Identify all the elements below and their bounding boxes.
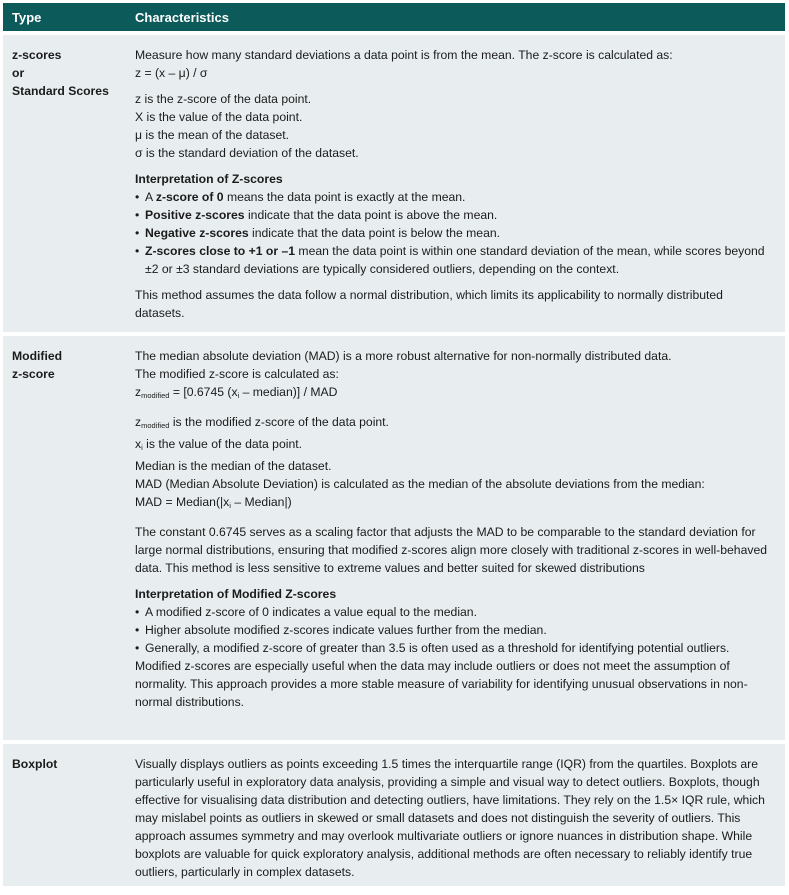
interpretation-list	[135, 603, 775, 657]
definition: $z_{modified}$ is the modified z-score of the data point.	[135, 415, 389, 430]
definition: X is the value of the data point.	[135, 110, 303, 124]
definition: MAD = $Median(|x_i$ – Median|)	[135, 495, 292, 510]
definition: μ is the mean of the dataset.	[135, 128, 290, 142]
table-row-boxplot	[3, 744, 785, 886]
list-item: • Z-scores close to +1 or –1 mean the data point is within one standard deviation of the mean, while scores beyond ±2 or ±3 standard deviations are typically considered outliers, depending on the context.	[135, 242, 775, 278]
table-header	[3, 3, 785, 31]
definition: $x_i$ is the value of the data point.	[135, 437, 302, 452]
boxplot-text: Visually displays outliers as points exceeding 1.5 times the interquartile range (IQR) from the quartiles. Boxplots are particularly useful in exploratory data analysis, providing a simple and visual way to detect outliers. Boxplots, though effective for visualising data distribution and detecting outliers, have limitations. They rely on the 1.5× IQR rule, which may mislabel points as outliers in skewed or small datasets and does not distinguish the severity of outliers. This approach assumes symmetry and may overlook multivariate outliers or ignore nuances in distribution shape. While boxplots are valuable for quick exploratory analysis, additional methods are often necessary to reliably identify true outliers, particularly in complex datasets.	[135, 757, 765, 879]
definition: σ is the standard deviation of the dataset.	[135, 146, 359, 160]
interpretation-title: Interpretation of Z-scores	[135, 172, 283, 186]
type-line: Boxplot	[12, 757, 58, 771]
intro-text: The median absolute deviation (MAD) is a more robust alternative for non-normally distributed data.	[135, 349, 672, 363]
type-line: Standard Scores	[12, 84, 109, 98]
list-item: • A modified z-score of 0 indicates a value equal to the median.	[135, 603, 775, 621]
type-line: Modified	[12, 349, 63, 363]
characteristics-cell	[120, 336, 785, 740]
characteristics-cell	[120, 35, 785, 332]
interpretation-list	[135, 188, 775, 278]
type-cell	[3, 336, 120, 740]
formula: $z_{modified} = [0.6745$ ($x_i$ – median)] / MAD	[135, 385, 338, 400]
note-text: Modified z-scores are especially useful when the data may include outliers or does not meet the assumption of normality. This approach provides a more stable measure of variability for identifying unusual observations in non-normal distributions.	[135, 659, 748, 709]
type-line: z-scores	[12, 48, 62, 62]
definition: Median is the median of the dataset.	[135, 459, 332, 473]
type-line: z-score	[12, 367, 55, 381]
formula: z = (x – μ) / σ	[135, 66, 208, 80]
intro-text: Measure how many standard deviations a data point is from the mean. The z-score is calculated as:	[135, 48, 673, 62]
table-row-z-scores	[3, 35, 785, 332]
type-cell	[3, 744, 120, 886]
header-type: Type	[12, 9, 42, 25]
constant-paragraph: The constant 0.6745 serves as a scaling factor that adjusts the MAD to be comparable to the standard deviation for large normal distributions, ensuring that modified z-scores align more closely with traditional z-scores in well-behaved data. This method is less sensitive to extreme values and better suited for skewed distributions	[135, 525, 768, 575]
characteristics-cell	[120, 744, 785, 886]
intro-text: The modified z-score is calculated as:	[135, 367, 339, 381]
definitions	[135, 90, 775, 162]
type-cell	[3, 35, 120, 332]
note-text: This method assumes the data follow a normal distribution, which limits its applicability to normally distributed datasets.	[135, 288, 723, 320]
list-item: • Positive z-scores indicate that the data point is above the mean.	[135, 206, 775, 224]
table-row-modified-z-score	[3, 336, 785, 740]
list-item: • Negative z-scores indicate that the data point is below the mean.	[135, 224, 775, 242]
definition: z is the z-score of the data point.	[135, 92, 312, 106]
list-item: • Generally, a modified z-score of greater than 3.5 is often used as a threshold for identifying potential outliers.	[135, 639, 775, 657]
list-item: • A z-score of 0 means the data point is exactly at the mean.	[135, 188, 775, 206]
list-item: • Higher absolute modified z-scores indicate values further from the median.	[135, 621, 775, 639]
header-characteristics: Characteristics	[135, 9, 229, 25]
outlier-methods-table	[3, 3, 785, 886]
definitions	[135, 413, 775, 515]
type-line: or	[12, 66, 25, 80]
definition: MAD (Median Absolute Deviation) is calculated as the median of the absolute deviations from the median:	[135, 477, 705, 491]
interpretation-title: Interpretation of Modified Z-scores	[135, 587, 337, 601]
